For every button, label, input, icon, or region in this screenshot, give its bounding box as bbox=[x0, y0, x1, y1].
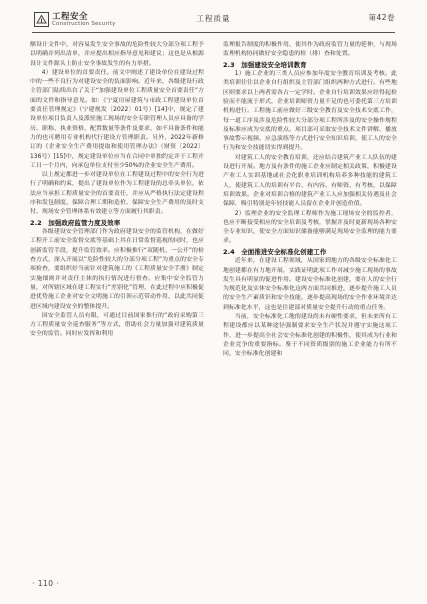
volume-label: 第42卷 bbox=[368, 13, 395, 22]
header-divider bbox=[32, 32, 395, 33]
paragraph: 当前，安全标准化工地的建设尚未有硬性要求，但未来所有工程建设都应以某种途径强制要求安全生产状况并遵守实施这项工作，进一步提高全社会安全标准化创建的积极性，使其成为行业和企业竞争的重要指标。鉴于不同资质级别的施工企业能力有所不同，安全标准化创建和 bbox=[223, 314, 397, 358]
paragraph: 国安全监管人员有限，可通过目前国家推行的“政府采购第三方工程质量安全巡查服务”等方式，借助社会力量加强对建筑质量安全的监管。同时应发挥和利用 bbox=[30, 312, 204, 338]
page-header bbox=[0, 0, 427, 36]
paragraph: 各级建设安全管理部门作为政府建设安全的监管机构，在做好工程开工前安全监督交底等基础上其在日常监督巡视的同时，也应创新监管手段，提升监管效率。应积极推行“双随机、一公开”的检查方式，深入开展以“危险性较大的分部分项工程”为重点的安全专项检查，要组织好当前针对建筑施工的《工程质量安全手册》制定实施细则并对责任主体的执行情况进行督查。应集中安全监管力量，对所辖区域在建工程实行“差别化”管理，在此过程中应积极促进优势施工企业对安全文明施工的引领示范带动作用，以此共同促进区域内建设安全的整体提升。 bbox=[30, 229, 204, 310]
right-column bbox=[223, 41, 397, 360]
paragraph: 以上规定都进一步对建设单位在工程建设过程中的安全行为进行了明确和约束，提出了建设单位作为工程建设的总牵头单位，依法应当承担工程质量安全的首要责任，并应从严格执行法定建设程序和发包制度、保障合理工期和造价、保障安全生产费用的及时支付、现场安全管理体系有效建立等方面履行其职责。 bbox=[30, 172, 204, 216]
paragraph: 对建筑工人的安全教育培训，还应结合建筑产业工人队伍的建设进行开展。地方及有条件的施工企业应制定相关政策，积极建设产业工人实训基地或社会化职业培训机构培养多种技能的建筑工人，使建筑工人的培训有平台、有内容、有师资、有考核，以保障培训效果。企业对培训合格的建筑产业工人应加强相关待遇及社会保障，吸引特别是年轻技能人员留在企业并创造价值。 bbox=[223, 154, 397, 208]
journal-title: 工程安全 bbox=[52, 12, 89, 22]
paragraph: 2）监理企业的安全监理工程师作为施工现场安全的监控者，也应不断接受相应的安全培训及考核，掌握并及时更新现场各种安全专业知识，使安全方面知识储备能够满足现场安全监理的能力要求。 bbox=[223, 210, 397, 245]
section-heading: 2.2 加强政府监管力度及效率 bbox=[30, 218, 121, 227]
paragraph: 额设计文件中，对容易发生安全事故的危险性较大分部分项工程予以明确并列出清单，并应提出相应指导意见和建议；这也是从根源设计文件源头上防止安全事故发生的有力举措。 bbox=[30, 42, 204, 67]
left-column bbox=[30, 41, 204, 340]
paragraph: 1）施工企业的三类人员应参加年度安全教育培训及考核。此类培训往往以企业自行组织及主管部门组织两种方式进行。有些地区则要求以上两者需各占一定学时。企业自行培训效果应经得起检验而不能流于形式，企业培训师资力量不足的也可委托第三方培训机构进行。工程施工前应做好三级安全教育及安全技术交底工作，每一道工序及涉及危险性较大分部分项工程所涉及的安全操作规程及标准应成为交底的重点。项目部可采取安全技术文件讲解、播放事故警示视频、应急演练等方式进行安全知识培训，使工人的安全行为和安全技能切实得到提升。 bbox=[223, 71, 397, 152]
page-number: · 110 · bbox=[32, 579, 60, 588]
section-heading: 2.3 加强建设安全培训教育 bbox=[223, 60, 307, 69]
paragraph: 4）建设单位的首要责任。前文中阐述了建设单位在建设过程中的一些不良行为对建设安全的负面影响。近年来，各级建设行政主管部门陆续出台了关于“加强建设单位工程质量安全首要责任”方面的文件和指导意见。如：《宁夏房屋建筑与市政工程建设单位首要责任管理规定》（宁建规发〔2022〕01号）[14]中，规定了建设单位项目负责人及派驻施工现场的安全专职管理人员应具备的学历、职称、执业资格、配置数量等条件及要求，如不具备条件和能力的也可聘用专业机构代行建设方管理职责。另外，2022年新修订的《企业安全生产费用提取和使用管理办法》（财资〔2022〕136号）[15]中，规定建设单位应当在合同中单独约定并于工程开工日一个月内，向承包单位支付至少50%的企业安全生产费用。 bbox=[30, 69, 204, 169]
journal-subtitle: Construction Security bbox=[52, 21, 116, 27]
paragraph: 近年来，在建设工程领域，从国家到地方的各级安全标准化工地创建都在有力地开展，实践证明此项工作对减少施工现场的事故发生具有明显的促进作用。建设安全标准化创建，要在人的安全行为规范化及实体安全标准化这两方面共同推进，逐步提升施工人员的安全生产素质识和安全技能，逐步提高现场的安全作业环境并达到标准化水平，这也是住建部对质量安全提升行动的重点任务。 bbox=[223, 258, 397, 311]
paragraph: 监理报告制度的积极作用，使其作为政府监管力量的延伸，与现场监理机构协同做好安全隐患的检（排）查和处置。 bbox=[223, 42, 397, 58]
section-heading: 2.4 全面推进安全标准化创建工作 bbox=[223, 247, 327, 256]
section-name: 工程质量 bbox=[196, 14, 231, 23]
